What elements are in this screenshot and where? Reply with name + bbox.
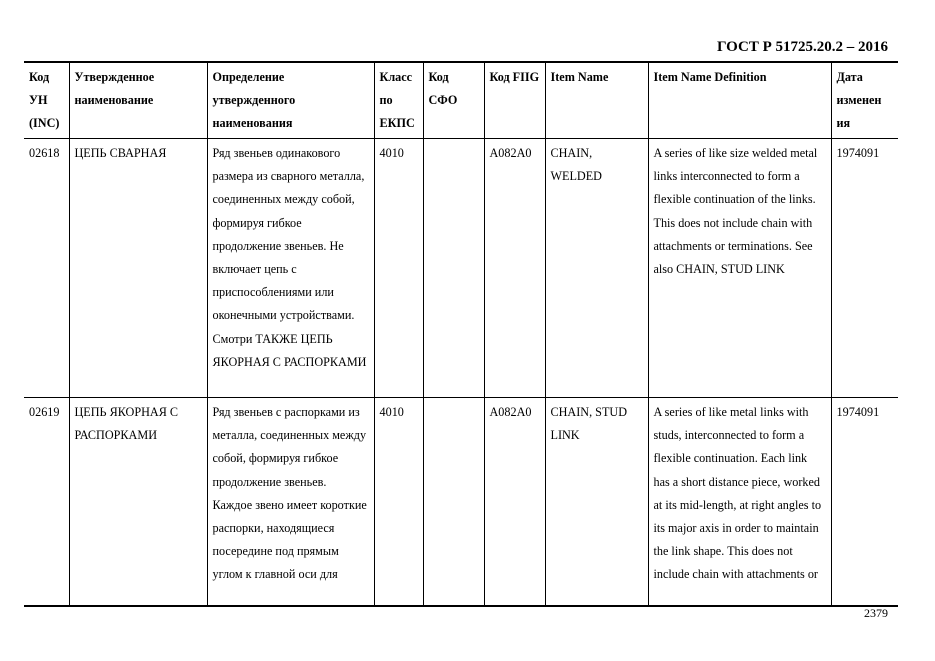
column-header-definition: Определение утвержденного наименования (207, 62, 374, 139)
cell-class: 4010 (374, 398, 423, 607)
column-header-fiig: Код FIIG (484, 62, 545, 139)
column-header-date: Дата изменен ия (831, 62, 898, 139)
cell-item-name: CHAIN, WELDED (545, 139, 648, 398)
cell-approved-name: ЦЕПЬ СВАРНАЯ (69, 139, 207, 398)
table-row (24, 398, 898, 607)
cell-class: 4010 (374, 139, 423, 398)
column-header-class: Класс по ЕКПС (374, 62, 423, 139)
column-header-item-definition: Item Name Definition (648, 62, 831, 139)
cell-inc: 02618 (24, 139, 69, 398)
cell-sfo (423, 398, 484, 607)
column-header-inc: Код УН (INC) (24, 62, 69, 139)
document-standard-header: ГОСТ Р 51725.20.2 – 2016 (716, 39, 888, 55)
cell-item-definition: A series of like size welded metal links interconnected to form a flexible continuation of the links. This does not include chain with attachments or terminations. See also CHAIN, STUD LINK (648, 139, 831, 398)
column-header-item-name: Item Name (545, 62, 648, 139)
cell-date: 1974091 (831, 139, 898, 398)
cell-definition: Ряд звеньев с распорками из металла, соединенных между собой, формируя гибкое продолжение звеньев. Каждое звено имеет короткие распорки, находящиеся посередине под прямым углом к главной оси для (207, 398, 374, 607)
cell-fiig: A082A0 (484, 398, 545, 607)
cell-sfo (423, 139, 484, 398)
cell-inc: 02619 (24, 398, 69, 607)
table-row (24, 139, 898, 398)
cell-item-name: CHAIN, STUD LINK (545, 398, 648, 607)
cell-fiig: A082A0 (484, 139, 545, 398)
cell-approved-name: ЦЕПЬ ЯКОРНАЯ С РАСПОРКАМИ (69, 398, 207, 607)
table-header-row (24, 62, 898, 139)
cell-item-definition: A series of like metal links with studs, interconnected to form a flexible continuation. Each link has a short distance piece, worked at its mid-length, at right angles to its major axis in order to maintain the link shape. This does not include chain with attachments or (648, 398, 831, 607)
page-number: 2379 (864, 606, 888, 620)
column-header-sfo: Код СФО (423, 62, 484, 139)
item-names-table (24, 61, 898, 607)
column-header-approved-name: Утвержденное наименование (69, 62, 207, 139)
cell-definition: Ряд звеньев одинакового размера из сварного металла, соединенных между собой, формируя гибкое продолжение звеньев. Не включает цепь с приспособлениями или оконечными устройствами. Смотри ТАКЖЕ ЦЕПЬ ЯКОРНАЯ С РАСПОРКАМИ (207, 139, 374, 398)
cell-date: 1974091 (831, 398, 898, 607)
